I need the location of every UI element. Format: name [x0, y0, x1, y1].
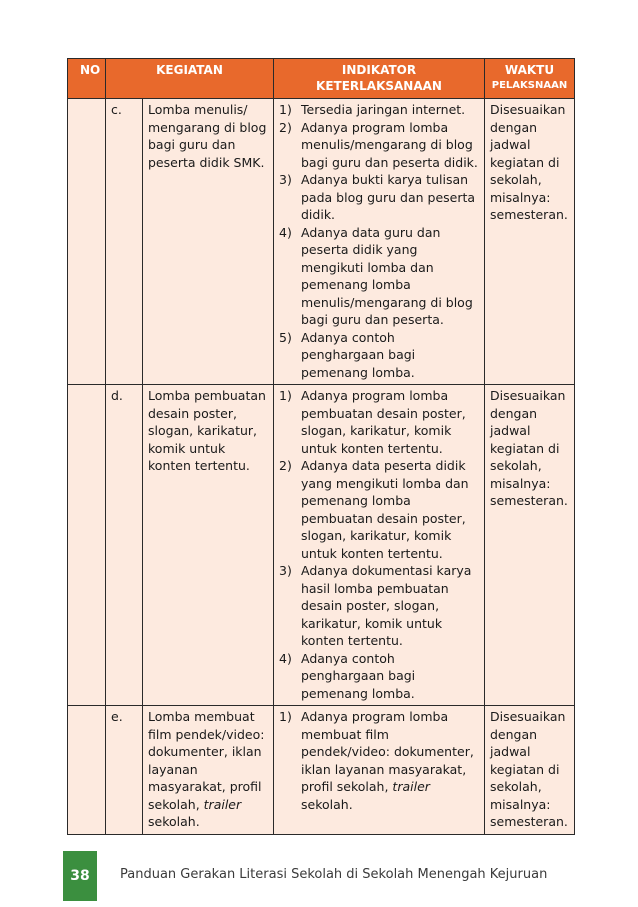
page-number: 38: [63, 851, 97, 901]
list-item: [279, 224, 480, 329]
list-item-italic-text: trailer: [392, 779, 430, 794]
list-item: [279, 708, 480, 813]
row-letter: d.: [106, 385, 143, 706]
indikator-list: [279, 101, 480, 381]
list-item-number: 4): [279, 224, 292, 240]
header-kegiatan: KEGIATAN: [106, 59, 274, 99]
list-item: [279, 457, 480, 562]
list-item: [279, 119, 480, 172]
row-waktu: Disesuaikan dengan jadwal kegiatan di sekolah, misalnya: semesteran.: [485, 99, 575, 385]
row-letter: c.: [106, 99, 143, 385]
list-item-number: 1): [279, 102, 292, 117]
header-indikator-line1: INDIKATOR: [341, 63, 417, 77]
list-item: [279, 101, 480, 119]
list-item-text: Adanya data guru dan peserta didik yang mengikuti lomba dan pemenang lomba menulis/mengarang di blog bagi guru dan peserta.: [301, 224, 473, 327]
indikator-list: [279, 387, 480, 702]
header-waktu: [485, 59, 575, 99]
table-row: [68, 99, 575, 385]
indikator-list: [279, 708, 480, 813]
row-indikator: [274, 385, 485, 706]
header-indikator-line2: KETERLAKSANAAN: [316, 79, 442, 93]
row-indikator: [274, 99, 485, 385]
list-item: [279, 650, 480, 703]
list-item-number: 3): [279, 172, 292, 187]
row-no-cell: [68, 706, 106, 835]
row-no-cell: [68, 99, 106, 385]
list-item-text: Adanya bukti karya tulisan pada blog guru dan peserta didik.: [301, 172, 476, 222]
list-item-text: Adanya program lomba membuat film pendek/video: dokumenter, iklan layanan masyarakat, profil sekolah,: [301, 709, 474, 794]
list-item: [279, 562, 480, 650]
list-item-text-end: sekolah.: [301, 796, 353, 812]
list-item: [279, 329, 480, 382]
list-item-text: Adanya dokumentasi karya hasil lomba pembuatan desain poster, slogan, karikatur, komik untuk konten tertentu.: [301, 563, 472, 648]
activity-table: [67, 58, 575, 835]
row-kegiatan: [143, 706, 274, 835]
kegiatan-text-end: sekolah.: [148, 814, 200, 829]
row-no-cell: [68, 385, 106, 706]
list-item: [279, 387, 480, 457]
list-item-number: 2): [279, 458, 292, 473]
list-item-number: 3): [279, 563, 292, 578]
row-waktu: Disesuaikan dengan jadwal kegiatan di sekolah, misalnya: semesteran.: [485, 385, 575, 706]
list-item-number: 1): [279, 709, 292, 724]
header-indikator: [274, 59, 485, 99]
list-item-text: Adanya program lomba pembuatan desain poster, slogan, karikatur, komik untuk konten tertentu.: [301, 388, 466, 456]
row-indikator: [274, 706, 485, 835]
header-no: NO: [68, 59, 106, 99]
row-kegiatan: Lomba pembuatan desain poster, slogan, karikatur, komik untuk konten tertentu.: [143, 385, 274, 706]
table-row: [68, 706, 575, 835]
list-item-text: Adanya data peserta didik yang mengikuti lomba dan pemenang lomba pembuatan desain poster, slogan, karikatur, komik untuk konten tertentu.: [301, 458, 469, 561]
list-item-number: 4): [279, 650, 292, 666]
list-item: [279, 171, 480, 224]
list-item-number: 1): [279, 388, 292, 403]
table-row: [68, 385, 575, 706]
list-item-text: Tersedia jaringan internet.: [301, 102, 466, 117]
kegiatan-text: Lomba membuat film pendek/video: dokumenter, iklan layanan masyarakat, profil sekolah,: [148, 709, 265, 812]
row-waktu: Disesuaikan dengan jadwal kegiatan di sekolah, misalnya: semesteran.: [485, 706, 575, 835]
header-waktu-line2: PELAKSNAAN: [491, 80, 568, 91]
list-item-number: 5): [279, 329, 292, 345]
list-item-text: Adanya contoh penghargaan bagi pemenang lomba.: [301, 329, 416, 380]
list-item-text: Adanya program lomba menulis/mengarang di blog bagi guru dan peserta didik.: [301, 119, 478, 170]
list-item-number: 2): [279, 119, 292, 135]
kegiatan-italic-text: trailer: [203, 796, 242, 812]
header-waktu-line1: WAKTU: [504, 63, 555, 77]
row-letter: e.: [106, 706, 143, 835]
footer-title: Panduan Gerakan Literasi Sekolah di Sekolah Menengah Kejuruan: [120, 867, 548, 882]
table-header-row: [68, 59, 575, 99]
list-item-text: Adanya contoh penghargaan bagi pemenang lomba.: [301, 650, 416, 701]
row-kegiatan: Lomba menulis/ mengarang di blog bagi guru dan peserta didik SMK.: [143, 99, 274, 385]
